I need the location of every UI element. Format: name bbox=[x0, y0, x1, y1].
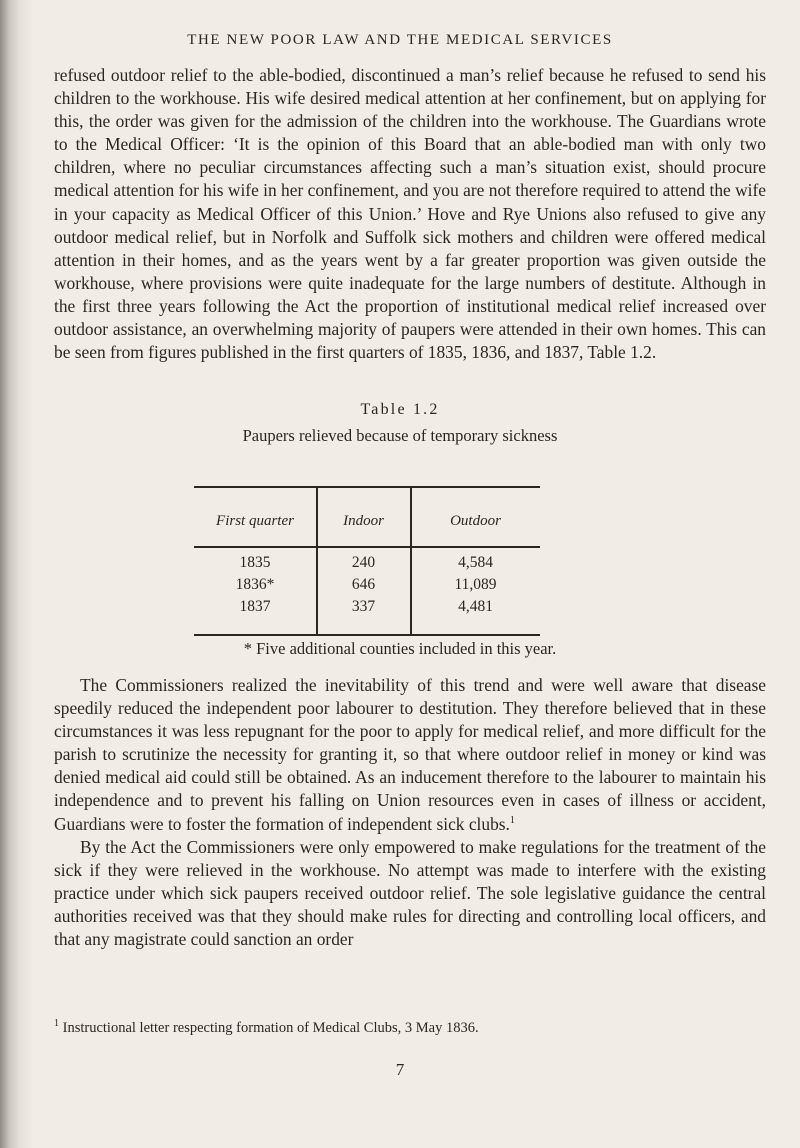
footnote-marker: 1 bbox=[54, 1018, 59, 1030]
table-header-first-quarter: First quarter bbox=[216, 513, 294, 529]
table-header-outdoor: Outdoor bbox=[450, 513, 501, 529]
body-paragraph-1 bbox=[54, 64, 766, 364]
table-cell-indoor: 646 bbox=[351, 576, 376, 593]
page-footnote bbox=[54, 1020, 766, 1037]
paragraph-2 bbox=[54, 674, 766, 836]
table-header-indoor: Indoor bbox=[343, 513, 384, 529]
header-rule bbox=[194, 546, 540, 548]
table-cell-outdoor: 4,481 bbox=[458, 598, 493, 615]
table-footnote: * Five additional counties included in this year. bbox=[243, 639, 557, 658]
table-cell-quarter: 1835 bbox=[239, 554, 271, 571]
body-paragraphs-2-3 bbox=[54, 674, 766, 951]
footnote-text: Instructional letter respecting formation of Medical Clubs, 3 May 1836. bbox=[62, 1020, 479, 1036]
table-cell-quarter: 1837 bbox=[239, 598, 271, 615]
paragraph-text: refused outdoor relief to the able-bodied, discontinued a man’s relief because he refused to send his children to the workhouse. His wife desired medical attention at her confinement, but on applying for this, the order was given for the admission of the children into the workhouse. The Guardians wrote to the Medical Officer: ‘It is the opinion of this Board that an able-bodied man with only two children, where no peculiar circumstances affecting such a man’s situation exist, should procure medical attention for his wife in her confinement, and you are not therefore required to attend the wife in your capacity as Medical Officer of this Union.’ Hove and Rye Unions also refused to give any outdoor medical relief, but in Norfolk and Suffolk sick mothers and children were offered medical attention in their homes, and as the years went by a far greater proportion was given outside the workhouse, where provisions were quite inadequate for the large numbers of destitute. Although in the first three years following the Act the proportion of institutional medical relief increased over outdoor assistance, an overwhelming majority of paupers were attended in their own homes. This can be seen from figures published in the first quarters of 1835, 1836, and 1837, Table 1.2. bbox=[54, 65, 766, 363]
running-head: THE NEW POOR LAW AND THE MEDICAL SERVICES bbox=[187, 32, 613, 48]
table-cell-indoor: 240 bbox=[351, 554, 376, 571]
table-cell-outdoor: 4,584 bbox=[458, 554, 493, 571]
table-cell-indoor: 337 bbox=[351, 598, 376, 615]
table-title: Table 1.2 bbox=[360, 401, 440, 418]
table-subtitle: Paupers relieved because of temporary sickness bbox=[242, 426, 558, 445]
page-number: 7 bbox=[395, 1060, 405, 1079]
table-cell-quarter: 1836* bbox=[235, 576, 275, 593]
data-table bbox=[194, 486, 540, 636]
paragraph-3: By the Act the Commissioners were only empowered to make regulations for the treatment of the sick if they were relieved in the workhouse. No attempt was made to interfere with the existing practice under which sick paupers received outdoor relief. The sole legislative guidance the central authorities received was that they should make rules for directing and controlling local officers, and that any magistrate could sanction an order bbox=[54, 836, 766, 950]
table-cell-outdoor: 11,089 bbox=[454, 576, 497, 593]
footnote-reference: 1 bbox=[509, 814, 515, 826]
book-spine-shadow bbox=[0, 0, 34, 1148]
paragraph-text: The Commissioners realized the inevitability of this trend and were well aware that disease speedily reduced the independent poor labourer to destitution. They therefore believed that in these circumstances it was less repugnant for the poor to apply for medical relief, and more difficult for the parish to scrutinize the necessity for granting it, so that where outdoor relief in money or kind was denied medical aid could still be obtained. As an inducement therefore to the labourer to maintain his independence and to prevent his falling on Union resources even in cases of illness or accident, Guardians were to foster the formation of independent sick clubs. bbox=[54, 675, 766, 834]
